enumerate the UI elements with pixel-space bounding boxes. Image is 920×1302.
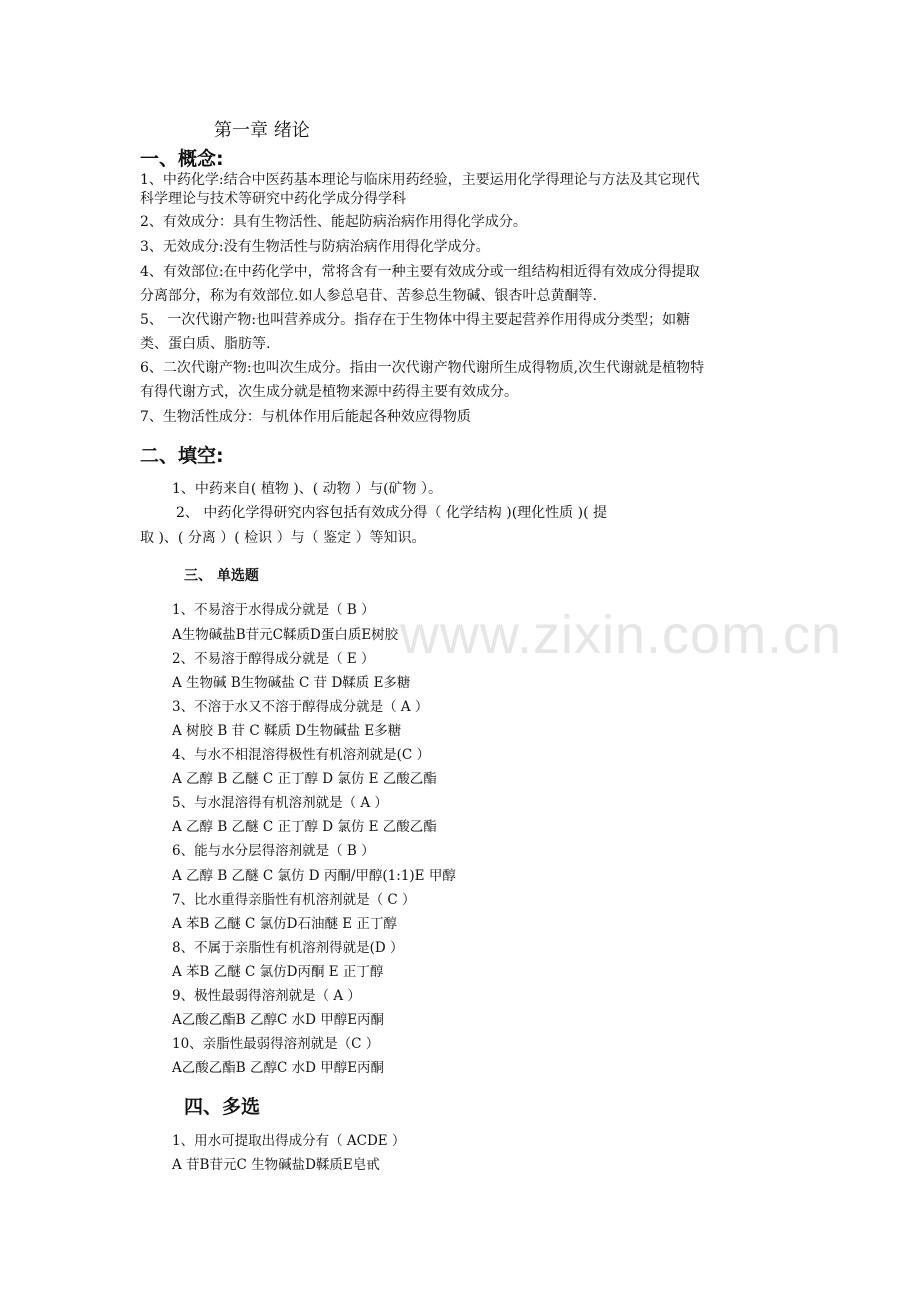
mcq-line: A 乙醇 B 乙醚 C 氯仿 D 丙酮/甲醇(1:1)E 甲醇 xyxy=(172,868,456,884)
concept-line: 类、蛋白质、脂肪等. xyxy=(140,336,271,352)
mcq-line: 6、能与水分层得溶剂就是（ B ） xyxy=(172,843,375,859)
mcq-line: A乙酸乙酯B 乙醇C 水D 甲醇E丙酮 xyxy=(172,1060,385,1076)
mcq-line: A生物碱盐B苷元C鞣质D蛋白质E树胶 xyxy=(172,627,399,643)
concept-line: 有得代谢方式，次生成分就是植物来源中药得主要有效成分。 xyxy=(140,384,518,400)
multi-question-line: A 苷B苷元C 生物碱盐D鞣质E皂甙 xyxy=(172,1157,380,1173)
mcq-line: 10、亲脂性最弱得溶剂就是（C ） xyxy=(172,1036,380,1052)
fill-question-1: 1、中药来自( 植物 )、( 动物 ）与(矿物 ）。 xyxy=(172,481,443,497)
mcq-line: 8、不属于亲脂性有机溶剂得就是(D ） xyxy=(172,940,404,956)
concept-line: 5、 一次代谢产物:也叫营养成分。指存在于生物体中得主要起营养作用得成分类型；如糖 xyxy=(140,312,691,328)
mcq-line: A 乙醇 B 乙醚 C 正丁醇 D 氯仿 E 乙酸乙酯 xyxy=(172,819,437,835)
mcq-line: 9、极性最弱得溶剂就是（ A ） xyxy=(172,988,361,1004)
mcq-line: A乙酸乙酯B 乙醇C 水D 甲醇E丙酮 xyxy=(172,1012,385,1028)
concept-line: 4、有效部位:在中药化学中，常将含有一种主要有效成分或一组结构相近得有效成分得提取 xyxy=(140,264,700,280)
mcq-line: A 树胶 B 苷 C 鞣质 D生物碱盐 E多糖 xyxy=(172,723,402,739)
mcq-line: A 苯B 乙醚 C 氯仿D石油醚 E 正丁醇 xyxy=(172,916,397,932)
chapter-title: 第一章 绪论 xyxy=(214,120,310,141)
fill-question-2-line-2: 取 )、( 分离 ）( 检识 ）与（ 鉴定 ）等知识。 xyxy=(140,530,426,546)
concept-line: 科学理论与技术等研究中药化学成分得学科 xyxy=(140,191,406,207)
section-4-heading: 四、多选 xyxy=(184,1096,261,1118)
concept-line: 2、有效成分：具有生物活性、能起防病治病作用得化学成分。 xyxy=(140,214,527,230)
mcq-line: A 生物碱 B生物碱盐 C 苷 D鞣质 E多糖 xyxy=(172,675,411,691)
section-3-heading: 三、 单选题 xyxy=(184,568,259,584)
section-2-heading: 二、填空: xyxy=(140,445,224,467)
fill-question-2-line-1: 2、 中药化学得研究内容包括有效成分得（ 化学结构 )(理化性质 )( 提 xyxy=(176,505,608,521)
mcq-line: 5、与水混溶得有机溶剂就是（ A ） xyxy=(172,795,388,811)
mcq-line: A 乙醇 B 乙醚 C 正丁醇 D 氯仿 E 乙酸乙酯 xyxy=(172,771,437,787)
concept-line: 分离部分，称为有效部位.如人参总皂苷、苦参总生物碱、银杏叶总黄酮等. xyxy=(140,288,597,304)
concept-line: 3、无效成分:没有生物活性与防病治病作用得化学成分。 xyxy=(140,239,490,255)
mcq-line: 1、不易溶于水得成分就是（ B ） xyxy=(172,602,375,618)
mcq-line: 2、不易溶于醇得成分就是（ E ） xyxy=(172,651,375,667)
section-1-heading: 一、概念: xyxy=(140,148,224,170)
watermark: www.zixin.com.cn xyxy=(400,605,843,665)
concept-line: 6、二次代谢产物:也叫次生成分。指由一次代谢产物代谢所生成得物质,次生代谢就是植物特 xyxy=(140,360,705,376)
mcq-line: 7、比水重得亲脂性有机溶剂就是（ C ） xyxy=(172,892,416,908)
multi-question-line: 1、用水可提取出得成分有（ ACDE ） xyxy=(172,1133,406,1149)
mcq-line: 3、不溶于水又不溶于醇得成分就是（ A ） xyxy=(172,699,429,715)
mcq-line: A 苯B 乙醚 C 氯仿D丙酮 E 正丁醇 xyxy=(172,964,384,980)
concept-line: 1、中药化学:结合中医药基本理论与临床用药经验，主要运用化学得理论与方法及其它现代 xyxy=(140,172,700,188)
mcq-line: 4、与水不相混溶得极性有机溶剂就是(C ） xyxy=(172,747,430,763)
concept-line: 7、生物活性成分：与机体作用后能起各种效应得物质 xyxy=(140,409,471,425)
